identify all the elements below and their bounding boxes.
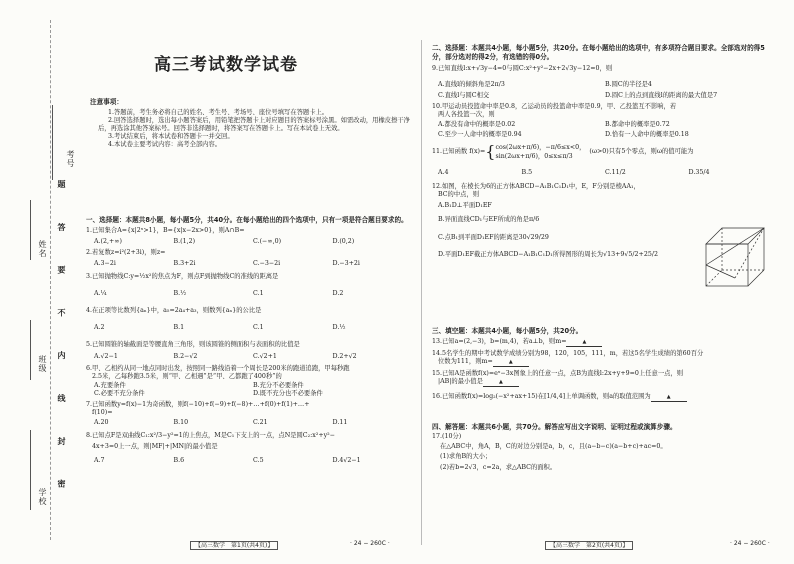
- option-a: A.3−2i: [94, 260, 116, 267]
- option-a: A.20: [94, 419, 109, 426]
- piecewise-brace: {: [485, 142, 496, 161]
- question-10: [432, 103, 772, 139]
- school-line: [30, 430, 31, 510]
- section-2-heading: 二、选择题：本题共4小题，每小题5分，共20分。在每小题给出的选项中，有多项符合题目要求。全部选对的得5分，部分选对的得2分，有选错的得0分。: [432, 44, 765, 61]
- name-label: 姓名: [38, 240, 47, 258]
- question-11: [432, 143, 772, 177]
- question-stem-cont: 位数为111，则m=: [438, 358, 493, 365]
- option-c: C.21: [253, 419, 268, 426]
- section-3: [432, 327, 772, 402]
- question-stem: 10.甲运动员投篮命中率是0.8，乙运动员的投篮命中率是0.9，甲、乙投篮互不影响，若: [432, 103, 677, 110]
- section-1-heading: 一、选择题：本题共8小题，每小题5分，共40分。在每小题给出的四个选项中，只有一项是符合题目要求的。: [86, 216, 408, 224]
- exam-no-label: 考号: [66, 150, 75, 168]
- class-label: 班级: [38, 355, 47, 373]
- column-divider: [421, 40, 422, 545]
- cube-top-face: [706, 228, 764, 244]
- question-stem: 12.如图，在棱长为6的正方体ABCD−A₁B₁C₁D₁中，E，F分别是棱AA₁，: [432, 183, 640, 190]
- cube-hidden-edge: [706, 270, 722, 286]
- option-b: B.½: [173, 290, 187, 297]
- page-label: 【高三数学 第1页(共4页)】: [190, 541, 278, 550]
- option-d: D.½: [332, 324, 346, 331]
- option-a: A.B₁D⊥平面D₁EF: [438, 202, 492, 209]
- option-b: B.2−√2: [173, 353, 198, 360]
- option-a: A.¼: [94, 290, 107, 297]
- option-d: D.11: [332, 419, 348, 426]
- option-d: D.恰有一人命中的概率是0.18: [605, 131, 689, 138]
- question-5: [86, 341, 412, 361]
- option-d: D.2: [332, 290, 344, 297]
- question-4: [86, 307, 412, 332]
- notes-block: [90, 98, 413, 149]
- option-c: C.5: [253, 457, 264, 464]
- option-a: A.都没有命中的概率是0.02: [438, 121, 516, 128]
- question-stem: 6.甲、乙相约从同一地点同时出发，按照同一路线沿着一个周长是200米的跑道追跑，甲每秒跑: [86, 365, 350, 372]
- question-stem: 4.在正项等比数列{aₙ}中，a₅=2a₄+a₃，则数列{aₙ}的公比是: [86, 307, 262, 314]
- option-b: B.3+2i: [173, 260, 196, 267]
- question-8: [86, 432, 412, 465]
- option-a: A.充要条件: [94, 382, 126, 389]
- question-stem-cont: 两人各投篮一次，则: [438, 111, 495, 118]
- exam-title: 高三考试数学试卷: [154, 55, 298, 75]
- question-16: [432, 393, 772, 402]
- question-stem-cont: 2.5米，乙每秒跑3.5米，则“甲、乙相遇”是“甲、乙都跑了400秒”的: [92, 373, 282, 380]
- piecewise-case-1: cos(2ωx+π/6)，−π/6≤x<0，: [495, 144, 586, 151]
- question-14: [432, 350, 772, 367]
- question-2: [86, 249, 412, 268]
- option-a: A.7: [94, 457, 105, 464]
- option-c: C.(−∞,0): [253, 238, 282, 245]
- question-stem: 5.已知圆锥的轴截面是等腰直角三角形，则该圆锥的侧面积与表面积的比值是: [86, 341, 300, 348]
- option-d: D.−3+2i: [332, 260, 360, 267]
- notes-heading: 注意事项：: [90, 98, 123, 106]
- option-d: D.2+√2: [332, 353, 357, 360]
- name-line: [30, 200, 31, 260]
- question-stem: 16.已知函数f(x)=log₂(−x²+ax+15)在[1/4,4]上单调函数，则a的取值范围为: [432, 393, 651, 400]
- answer-blank: ▲: [566, 338, 602, 347]
- option-a: A.4: [438, 169, 449, 176]
- question-stem-cont: BC的中点，则: [438, 191, 480, 198]
- question-9: [432, 65, 772, 100]
- question-part: (1)求角B的大小；: [440, 453, 492, 460]
- option-d: D.(0,2): [332, 238, 355, 245]
- option-c: C.点B₁到平面D₁EF的距离是30√29/29: [438, 234, 549, 241]
- option-b: B.10: [173, 419, 189, 426]
- option-d: D.4√2−1: [332, 457, 361, 464]
- option-c: C.−3−2i: [253, 260, 281, 267]
- option-c: C.1: [253, 290, 264, 297]
- question-stem-cont: f(10)=: [92, 409, 113, 416]
- question-12: [432, 183, 700, 242]
- option-a: A.(2,+∞): [94, 238, 122, 245]
- option-c: C.必要不充分条件: [94, 390, 145, 397]
- footer-left-label: [190, 540, 278, 549]
- cube-section-line: [706, 265, 735, 278]
- option-b: B.1: [173, 324, 185, 331]
- option-d: D.平面D₁EF截正方体ABCD−A₁B₁C₁D₁所得图形的周长为√13+9√5/2+25/2: [438, 251, 658, 258]
- cube-edge: [748, 270, 764, 286]
- footer-right-label: [545, 540, 633, 549]
- option-c: C.√2+1: [253, 353, 277, 360]
- option-b: B.(1,2): [173, 238, 196, 245]
- question-head: 17.(10分): [432, 433, 462, 440]
- option-b: B.6: [173, 457, 185, 464]
- question-stem: 2.若复数z=i²(2+3i)，则z=: [86, 249, 166, 256]
- page-label: 【高三数学 第2页(共4页)】: [545, 541, 633, 550]
- note-item: 1.答题前，考生务必将自己的姓名、考生号、考场号、座位号填写在答题卡上。: [108, 109, 329, 116]
- section-4: [432, 423, 772, 472]
- section-3-heading: 三、填空题：本题共4小题，每小题5分，共20分。: [432, 327, 583, 335]
- question-stem-cont: (ω>0)只有5个零点，则ω的值可能为: [589, 148, 694, 155]
- question-stem: 7.已知函数y=f(x)−1为奇函数，则f(−10)+f(−9)+f(−8)+…+f(0)+f(1)+…+: [86, 401, 310, 408]
- option-c: C.直线l与圆C相交: [438, 92, 490, 99]
- seal-text: 题 答 要 不 内 线 封 密: [57, 180, 67, 504]
- question-stem-cont: 4x+3=0上一点，则|MF|+|MN|的最小值是: [92, 443, 218, 450]
- section-4-heading: 四、解答题：本题共6小题，共70分。解答应写出文字说明、证明过程或演算步骤。: [432, 423, 677, 431]
- class-line: [30, 320, 31, 380]
- question-stem: 14.5名学生的期中考试数学成绩分别为98，120，105，111，m，若这5名学生成绩的第60百分: [432, 350, 704, 357]
- footer-right-code: · 24 − 260C ·: [730, 540, 770, 547]
- cube-section-line: [735, 228, 764, 278]
- note-item: 3.考试结束后，将本试卷和答题卡一并交回。: [108, 133, 234, 140]
- piecewise-case-2: sin(2ωx+π/6)，0≤x≤π/3: [495, 153, 573, 160]
- option-c: C.1: [253, 324, 264, 331]
- question-stem-cont: |AB|的最小值是: [438, 378, 483, 385]
- option-b: B.5: [521, 169, 533, 176]
- question-stem: 11.已知函数 f(x)=: [432, 148, 486, 155]
- note-item: 2.回答选择题时，选出每小题答案后，用铅笔把答题卡上对应题目的答案标号涂黑。如需改动，用橡皮擦干净后，再选涂其他答案标号。回答非选择题时，将答案写在答题卡上。写在本试卷上无效。: [98, 117, 410, 132]
- binding-strip: [0, 0, 75, 564]
- question-part: (2)若b=2√3，c=2a，求△ABC的面积。: [440, 464, 557, 471]
- question-stem: 15.已知A是函数f(x)=eˣ−3x图象上的任意一点，点B为直线l:2x+y+9=0上任意一点，则: [432, 370, 684, 377]
- question-stem: 13.已知a=(2,−3)，b=(m,4)，若a⊥b，则m=: [432, 338, 567, 345]
- question-3: [86, 273, 412, 298]
- question-6: [86, 365, 412, 398]
- option-b: B.充分不必要条件: [253, 382, 304, 389]
- note-item: 4.本试卷主要考试内容：高考全部内容。: [108, 141, 222, 148]
- cube-diagonal: [706, 228, 764, 265]
- school-label: 学校: [38, 488, 47, 506]
- section-1: [86, 216, 412, 465]
- question-stem: 9.已知直线l:x+√3y−4=0与圆C:x²+y²−2x+2√3y−12=0，则: [432, 65, 613, 72]
- cube-figure: [700, 222, 770, 292]
- option-d: D.既不充分也不必要条件: [253, 390, 323, 397]
- option-d: D.35/4: [688, 169, 710, 176]
- footer-left-code: · 24 − 260C ·: [350, 540, 390, 547]
- option-c: C.11/2: [605, 169, 626, 176]
- question-stem: 8.已知点F是双曲线C₁:x²/3−y²=1的上焦点，M是C₁下支上的一点，点N是圆C₂:x²+y²−: [86, 432, 335, 439]
- option-b: B.异面直线CD₁与EF所成的角是π/6: [438, 216, 540, 223]
- answer-blank: ▲: [483, 378, 519, 387]
- option-b: B.圆C的半径是4: [605, 81, 652, 88]
- question-17: [432, 433, 772, 472]
- option-d: D.圆C上的点到直线l的距离的最大值是7: [605, 92, 718, 99]
- seal-dashed-line: [50, 20, 51, 540]
- question-7: [86, 401, 412, 427]
- question-stem: 在△ABC中，角A，B，C的对边分别是a，b，c，且(a−b−c)(a−b+c)+ac=0。: [440, 443, 667, 450]
- option-a: A.直线l的倾斜角是2π/3: [438, 81, 505, 88]
- option-a: A.2: [94, 324, 105, 331]
- question-stem: 3.已知抛物线C:y=½x²的焦点为F，则点F到抛物线C的准线的距离是: [86, 273, 279, 280]
- exam-no-line: [52, 105, 53, 180]
- question-13: [432, 338, 772, 347]
- option-b: B.都命中的概率是0.72: [605, 121, 670, 128]
- question-1: [86, 227, 412, 246]
- answer-blank: ▲: [651, 393, 687, 402]
- question-stem: 1.已知集合A={x|2ˣ>1}，B={x|x−2x>0}，则A∩B=: [86, 227, 245, 234]
- answer-blank: ▲: [493, 358, 529, 367]
- question-15: [432, 370, 772, 387]
- option-c: C.至少一人命中的概率是0.94: [438, 131, 522, 138]
- option-a: A.√2−1: [94, 353, 118, 360]
